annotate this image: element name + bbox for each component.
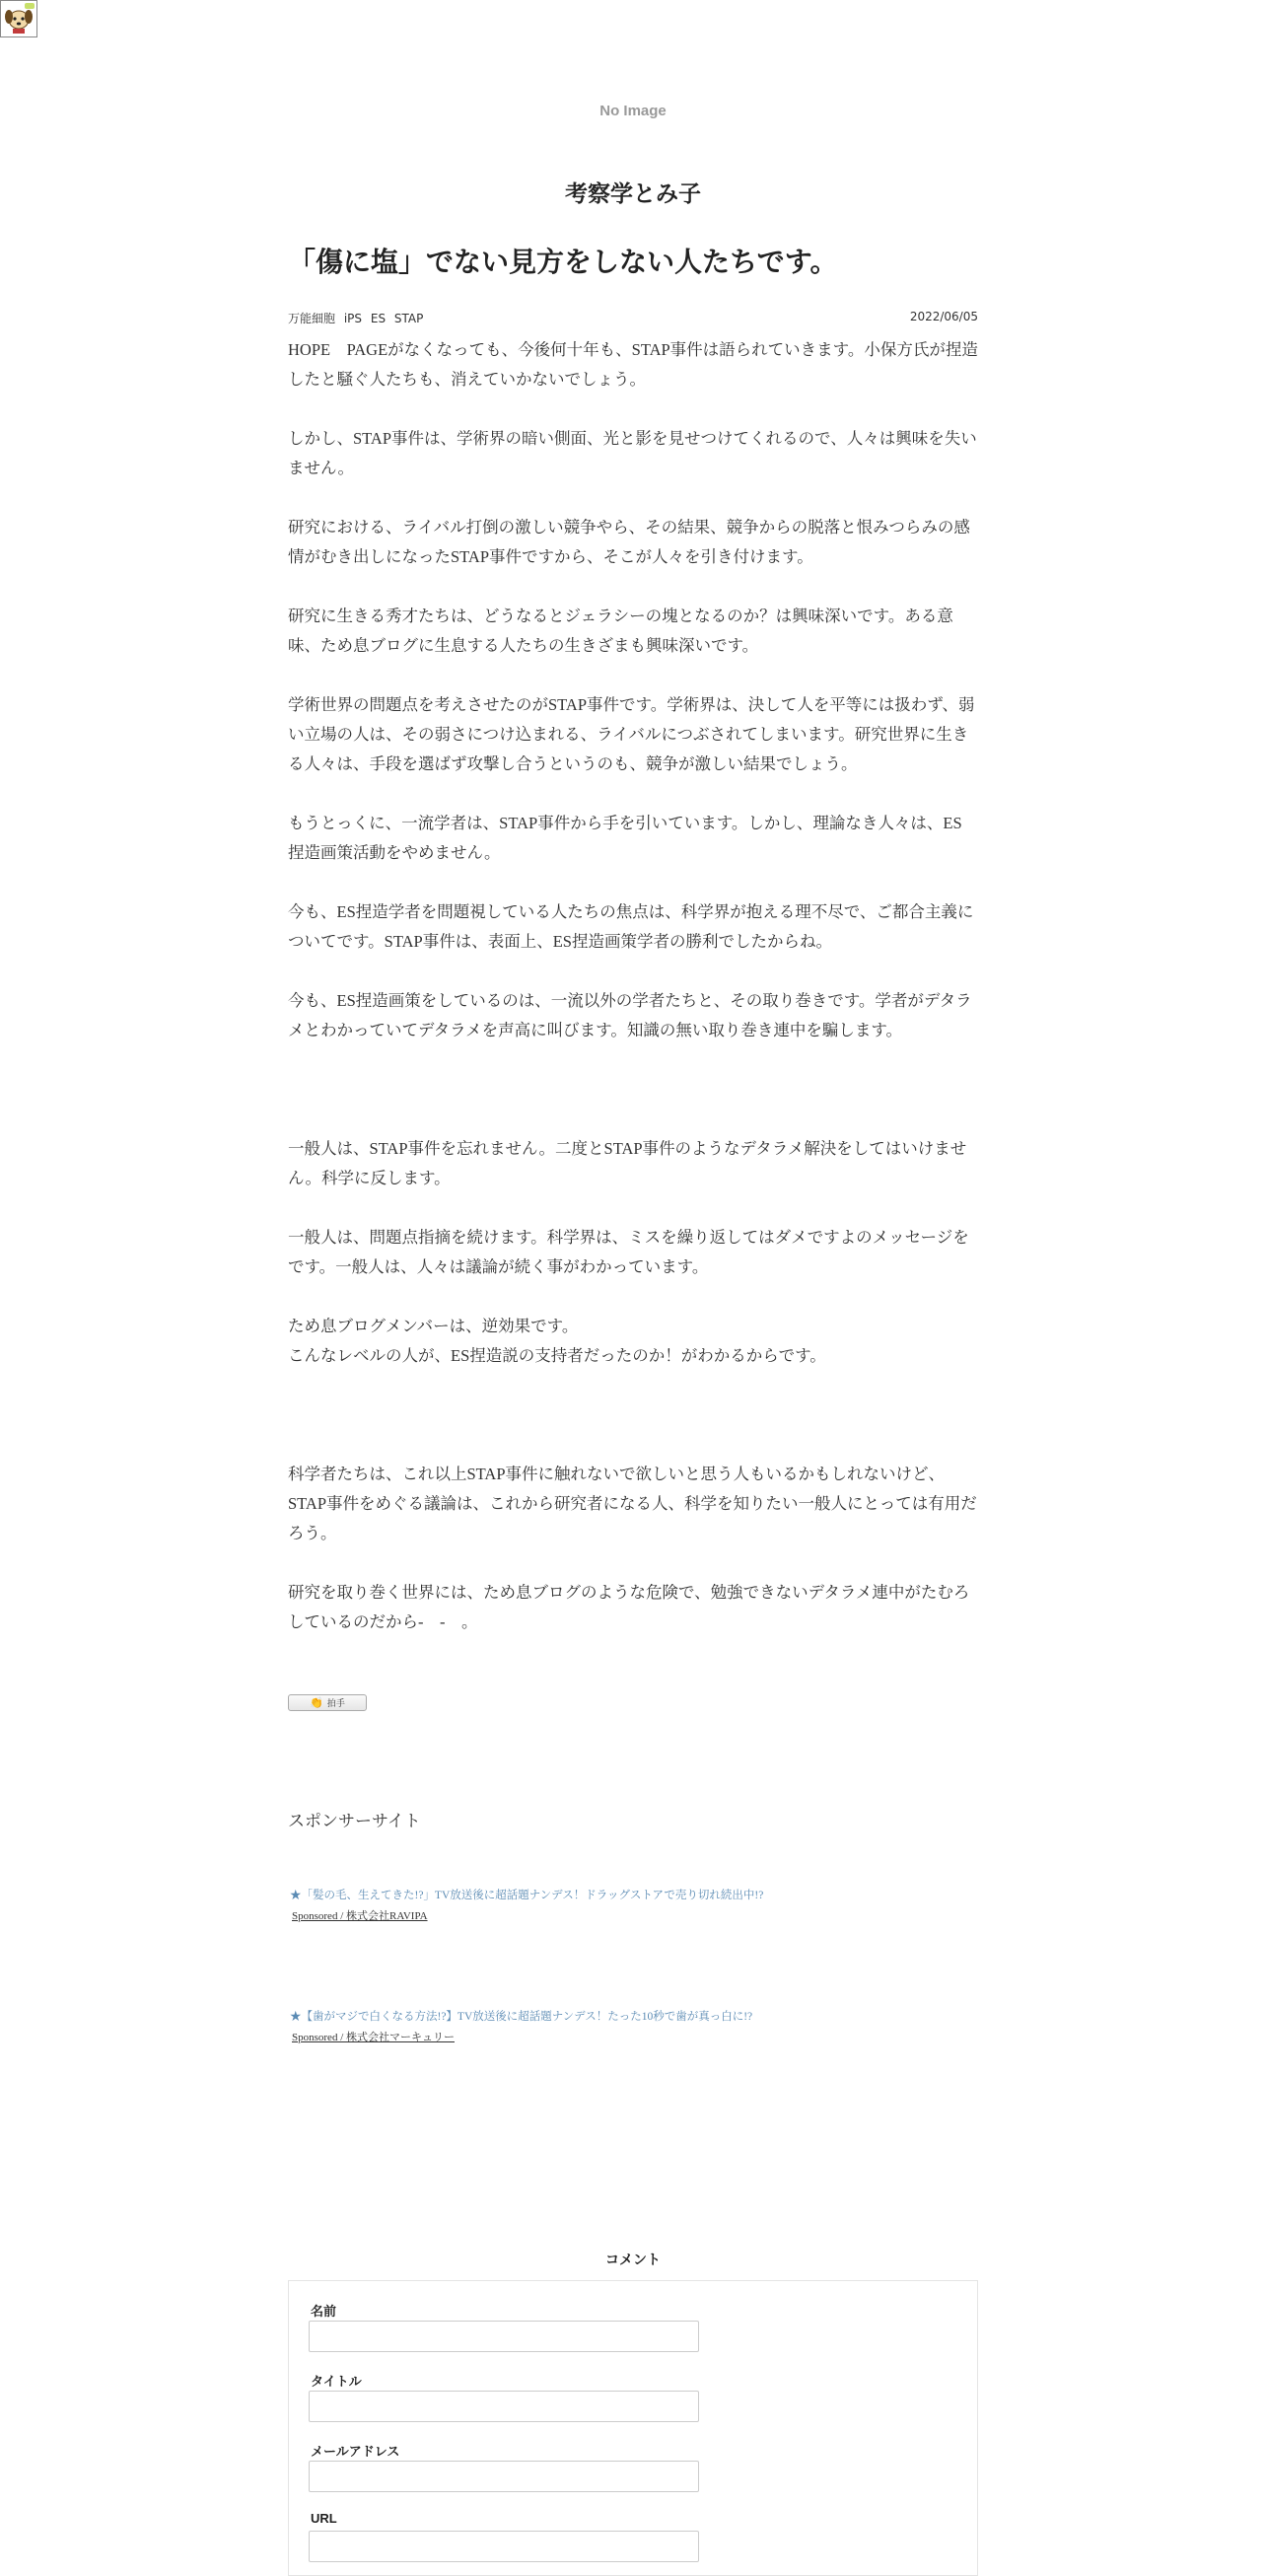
category-link[interactable]: 万能細胞: [288, 312, 336, 325]
entry-paragraph: 研究を取り巻く世界には、ため息ブログのような危険で、勉強できないデタラメ連中がたむろしているのだから- - 。: [288, 1583, 970, 1631]
dog-mascot-icon: [1, 1, 36, 36]
blog-mascot-icon[interactable]: [0, 0, 37, 37]
entry-paragraph: HOPE PAGEがなくなっても、今後何十年も、STAP事件は語られていきます。小保方氏が捏造したと騒ぐ人たちも、消えていかないでしょう。: [288, 340, 978, 389]
entry-paragraph: しかし、STAP事件は、学術界の暗い側面、光と影を見せつけてくれるので、人々は興味を失いません。: [288, 429, 977, 477]
entry-paragraph: ため息ブログメンバーは、逆効果です。: [288, 1317, 579, 1335]
title-label: タイトル: [311, 2374, 362, 2389]
sponsored-ad: [290, 2008, 752, 2044]
clap-button[interactable]: [288, 1694, 367, 1711]
category-link[interactable]: iPS: [343, 312, 363, 325]
entry-categories: [288, 310, 428, 326]
clapping-hands-icon: 👏: [310, 1696, 323, 1709]
title-input[interactable]: [309, 2391, 699, 2422]
comment-form: [288, 2280, 978, 2576]
entry-paragraph: 一般人は、STAP事件を忘れません。二度とSTAP事件のようなデタラメ解決をしてはいけません。科学に反します。: [288, 1139, 967, 1187]
email-input[interactable]: [309, 2461, 699, 2492]
ad-sponsor-link[interactable]: Sponsored / 株式会社RAVIPA: [292, 1910, 428, 1922]
ad-sponsor-link[interactable]: Sponsored / 株式会社マーキュリー: [292, 2032, 455, 2043]
entry-paragraph: 研究における、ライバル打倒の激しい競争やら、その結果、競争からの脱落と恨みつらみの感情がむき出しになったSTAP事件ですから、そこが人々を引き付けます。: [288, 518, 970, 566]
entry-date: 2022/06/05: [909, 310, 978, 323]
clap-label: 拍手: [326, 1699, 345, 1709]
url-label: URL: [311, 2511, 337, 2526]
url-input[interactable]: [309, 2531, 699, 2562]
entry-paragraph: 学術世界の問題点を考えさせたのがSTAP事件です。学術界は、決して人を平等には扱わず、弱い立場の人は、その弱さにつけ込まれる、ライバルにつぶされてしまいます。研究世界に生きる人々は、手段を選ばず攻撃し合うというのも、競争が激しい結果でしょう。: [288, 695, 975, 773]
blog-title-link[interactable]: 考察学とみ子: [565, 180, 701, 206]
category-link[interactable]: ES: [370, 312, 387, 325]
entry-paragraph: 一般人は、問題点指摘を続けます。科学界は、ミスを繰り返してはダメですよのメッセージをです。一般人は、人々は議論が続く事がわかっています。: [288, 1228, 969, 1276]
ad-title-link[interactable]: ★【歯がマジで白くなる方法!?】TV放送後に超話題ナンデス！たった10秒で歯が真っ白に!?: [290, 2011, 753, 2023]
email-label: メールアドレス: [311, 2444, 400, 2459]
entry-paragraph: 科学者たちは、これ以上STAP事件に触れないで欲しいと思う人もいるかもしれないけど、STAP事件をめぐる議論は、これから研究者になる人、科学を知りたい一般人にとっては有用だろう。: [288, 1465, 977, 1542]
entry-paragraph: 今も、ES捏造画策をしているのは、一流以外の学者たちと、その取り巻きです。学者がデタラメとわかっていてデタラメを声高に叫びます。知識の無い取り巻き連中を騙します。: [288, 991, 972, 1039]
sponsor-heading: スポンサーサイト: [288, 1812, 421, 1830]
ad-title-link[interactable]: ★「髪の毛、生えてきた!?」TV放送後に超話題ナンデス！ドラッグストアで売り切れ続出中!?: [290, 1890, 764, 1901]
entry-paragraph: 研究に生きる秀才たちは、どうなるとジェラシーの塊となるのか？は興味深いです。ある意味、ため息ブログに生息する人たちの生きざまも興味深いです。: [288, 607, 953, 655]
entry-meta: [288, 310, 978, 329]
entry-paragraph: こんなレベルの人が、ES捏造説の支持者だったのか！がわかるからです。: [288, 1346, 826, 1365]
name-input[interactable]: [309, 2321, 699, 2352]
entry-body: [288, 335, 978, 1667]
category-link[interactable]: STAP: [393, 312, 424, 325]
entry-paragraph: 今も、ES捏造学者を問題視している人たちの焦点は、科学界が抱える理不尽で、ご都合主義についてです。STAP事件は、表面上、ES捏造画策学者の勝利でしたからね。: [288, 902, 974, 951]
entry-title: 「傷に塩」でない見方をしない人たちです。: [288, 247, 838, 277]
comment-heading: コメント: [605, 2252, 661, 2267]
header-no-image-placeholder: No Image: [599, 103, 667, 119]
entry-paragraph: もうとっくに、一流学者は、STAP事件から手を引いています。しかし、理論なき人々は、ES捏造画策活動をやめません。: [288, 814, 962, 862]
sponsored-ad: [290, 1887, 763, 1923]
name-label: 名前: [311, 2304, 337, 2319]
